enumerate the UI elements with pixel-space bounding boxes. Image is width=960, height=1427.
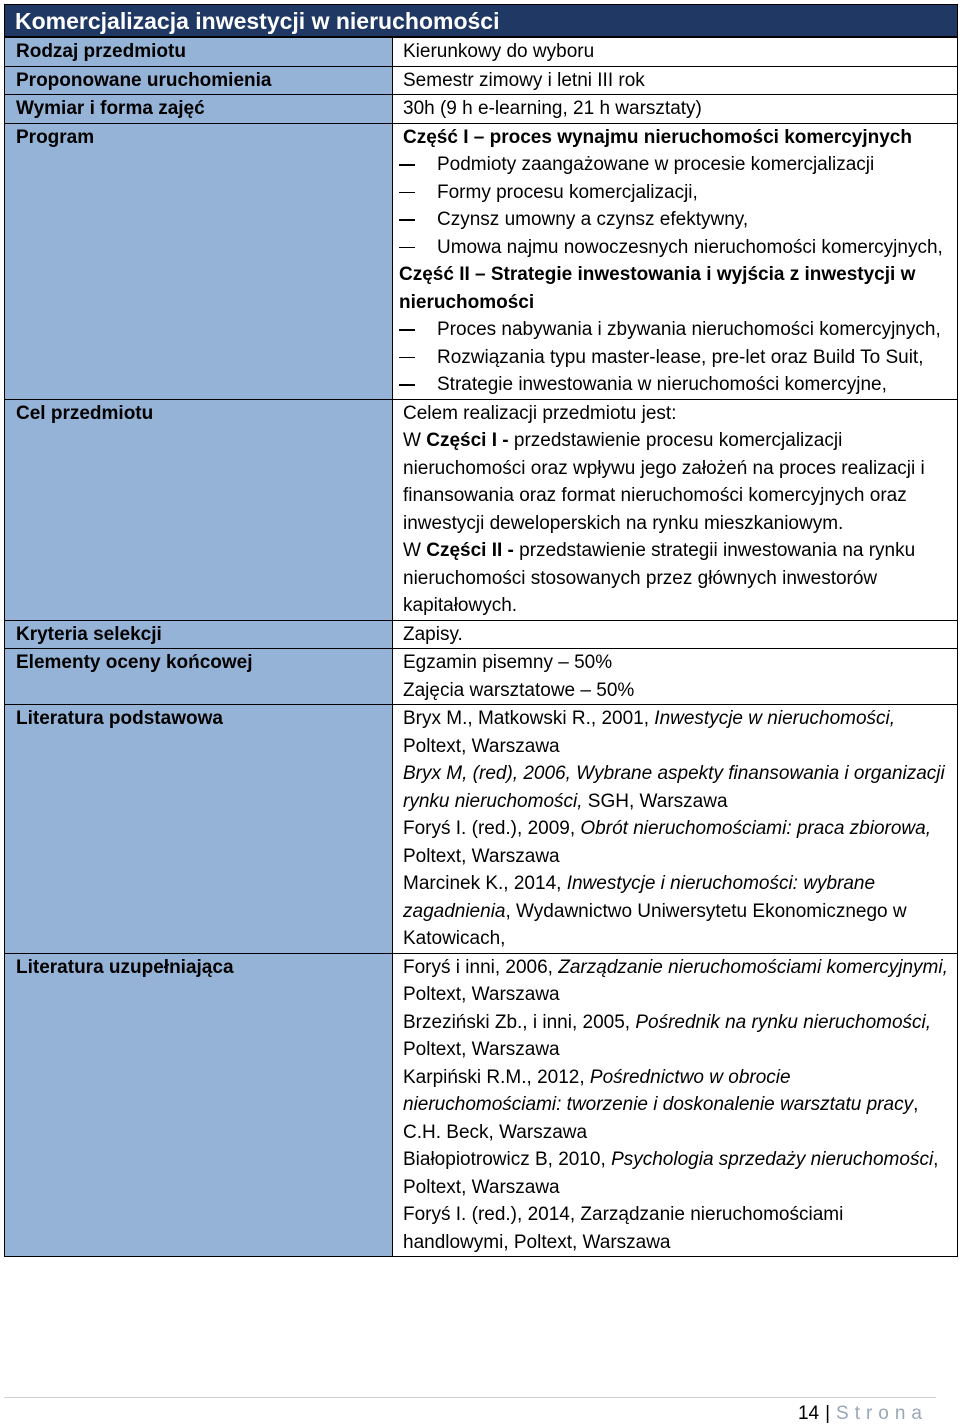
entry-author: Karpiński R.M., 2012, [403, 1066, 590, 1088]
entry-publisher: , Poltext, Warszawa [403, 1149, 939, 1198]
entry-title: Pośrednik na rynku nieruchomości, [635, 1011, 932, 1033]
footer-divider [4, 1397, 936, 1398]
row-value-ocena [393, 649, 958, 705]
program-part2-list [403, 316, 951, 399]
cel-p2-prefix: W [403, 540, 427, 561]
table-row [5, 95, 958, 124]
cel-intro: Celem realizacji przedmiotu jest: [403, 402, 677, 424]
table-row [5, 399, 958, 620]
list-item: Formy procesu komercjalizacji, [403, 179, 951, 207]
row-label-rodzaj: Rodzaj przedmiotu [5, 38, 393, 67]
row-value-cel [393, 399, 958, 620]
entry-title: Pośrednictwo w obrocie nieruchomościami: tworzenie i doskonalenie warsztatu pracy [403, 1066, 914, 1115]
row-value-program [393, 123, 958, 399]
row-label-lit-podst: Literatura podstawowa [5, 705, 393, 954]
syllabus-table [4, 37, 958, 1257]
cel-p2-bold: Części II - [426, 540, 514, 561]
footer-page-word: Strona [836, 1403, 928, 1424]
literature-entry [403, 1201, 951, 1256]
entry-publisher: Poltext, Warszawa [403, 735, 560, 757]
row-value-rodzaj: Kierunkowy do wyboru [393, 38, 958, 67]
row-label-lit-uzup: Literatura uzupełniająca [5, 953, 393, 1257]
cel-paragraph-2 [403, 537, 951, 620]
row-value-lit-uzup [393, 953, 958, 1257]
cel-p1-prefix: W [403, 430, 427, 451]
list-item: Proces nabywania i zbywania nieruchomości komercyjnych, [403, 316, 951, 344]
list-item: Rozwiązania typu master-lease, pre-let oraz Build To Suit, [403, 344, 951, 372]
entry-publisher: , C.H. Beck, Warszawa [403, 1094, 919, 1143]
ocena-item: Zajęcia warsztatowe – 50% [403, 679, 635, 701]
entry-author: Foryś I. (red.), 2009, [403, 818, 581, 839]
footer-separator: | [825, 1403, 831, 1424]
document-title: Komercjalizacja inwestycji w nieruchomości [4, 4, 958, 37]
literature-entry [403, 760, 951, 815]
entry-publisher: Poltext, Warszawa [403, 984, 560, 1005]
literature-entry [403, 954, 951, 1009]
entry-author: Marcinek K., 2014, [403, 873, 567, 894]
table-row [5, 705, 958, 954]
cel-p1-text: przedstawienie procesu komercjalizacji nieruchomości oraz wpływu jego założeń na proces realizacji i finansowania oraz format nieruchomości komercyjnych oraz inwestycji deweloperskich na rynku mieszkaniowym. [403, 430, 925, 534]
row-value-uruchomienia: Semestr zimowy i letni III rok [393, 66, 958, 95]
list-item: Strategie inwestowania w nieruchomości komercyjne, [403, 371, 951, 399]
entry-title: Zarządzanie nieruchomościami komercyjnymi, [558, 956, 948, 978]
entry-author: Białopiotrowicz B, 2010, [403, 1149, 612, 1170]
list-item: Czynsz umowny a czynsz efektywny, [403, 206, 951, 234]
list-item: Podmioty zaangażowane w procesie komercjalizacji [403, 151, 951, 179]
program-part2-title: Część II – Strategie inwestowania i wyjścia z inwestycji w nieruchomości [399, 264, 916, 313]
literature-entry [403, 815, 951, 870]
literature-entry [403, 1009, 951, 1064]
row-label-uruchomienia: Proponowane uruchomienia [5, 66, 393, 95]
literature-entry [403, 1146, 951, 1201]
entry-author: Foryś i inni, 2006, [403, 956, 559, 978]
program-part1-title: Część I – proces wynajmu nieruchomości komercyjnych [403, 126, 912, 148]
entry-title: Bryx M, (red), 2006, Wybrane aspekty finansowania i organizacji rynku nieruchomości, [403, 763, 945, 812]
table-row [5, 649, 958, 705]
entry-author: Brzeziński Zb., i inni, 2005, [403, 1011, 636, 1033]
table-row [5, 953, 958, 1257]
entry-title: Psychologia sprzedaży nieruchomości [611, 1149, 934, 1170]
page-number: 14 [797, 1403, 820, 1424]
entry-title: Obrót nieruchomościami: praca zbiorowa, [580, 818, 931, 839]
syllabus-document [4, 4, 958, 1257]
row-value-lit-podst [393, 705, 958, 954]
table-row [5, 38, 958, 67]
program-part1-list [403, 151, 951, 261]
literature-entry [403, 705, 951, 760]
entry-title: Inwestycje w nieruchomości, [654, 708, 896, 729]
table-row [5, 123, 958, 399]
row-value-wymiar: 30h (9 h e-learning, 21 h warsztaty) [393, 95, 958, 124]
cel-p1-bold: Części I - [426, 430, 509, 451]
page-footer [798, 1402, 928, 1426]
list-item: Umowa najmu nowoczesnych nieruchomości komercyjnych, [403, 234, 951, 262]
literature-entry [403, 870, 951, 953]
entry-publisher: Poltext, Warszawa [403, 1039, 560, 1060]
entry-publisher: Poltext, Warszawa [403, 845, 560, 867]
cel-paragraph-1 [403, 427, 951, 537]
entry-author: Foryś I. (red.), 2014, Zarządzanie nieruchomościami handlowymi, Poltext, Warszawa [403, 1204, 844, 1253]
row-value-kryteria: Zapisy. [393, 620, 958, 649]
row-label-wymiar: Wymiar i forma zajęć [5, 95, 393, 124]
row-label-program: Program [5, 123, 393, 399]
entry-author: Bryx M., Matkowski R., 2001, [403, 708, 655, 729]
literature-entry [403, 1064, 951, 1147]
entry-publisher: , Wydawnictwo Uniwersytetu Ekonomicznego w Katowicach, [403, 900, 907, 949]
entry-publisher: SGH, Warszawa [582, 790, 728, 812]
ocena-item: Egzamin pisemny – 50% [403, 652, 613, 673]
table-row [5, 66, 958, 95]
cel-p2-text: przedstawienie strategii inwestowania na rynku nieruchomości stosowanych przez głównych inwestorów kapitałowych. [403, 540, 916, 616]
table-row [5, 620, 958, 649]
row-label-ocena: Elementy oceny końcowej [5, 649, 393, 705]
row-label-cel: Cel przedmiotu [5, 399, 393, 620]
entry-title: Inwestycje i nieruchomości: wybrane zagadnienia [403, 873, 876, 922]
row-label-kryteria: Kryteria selekcji [5, 620, 393, 649]
